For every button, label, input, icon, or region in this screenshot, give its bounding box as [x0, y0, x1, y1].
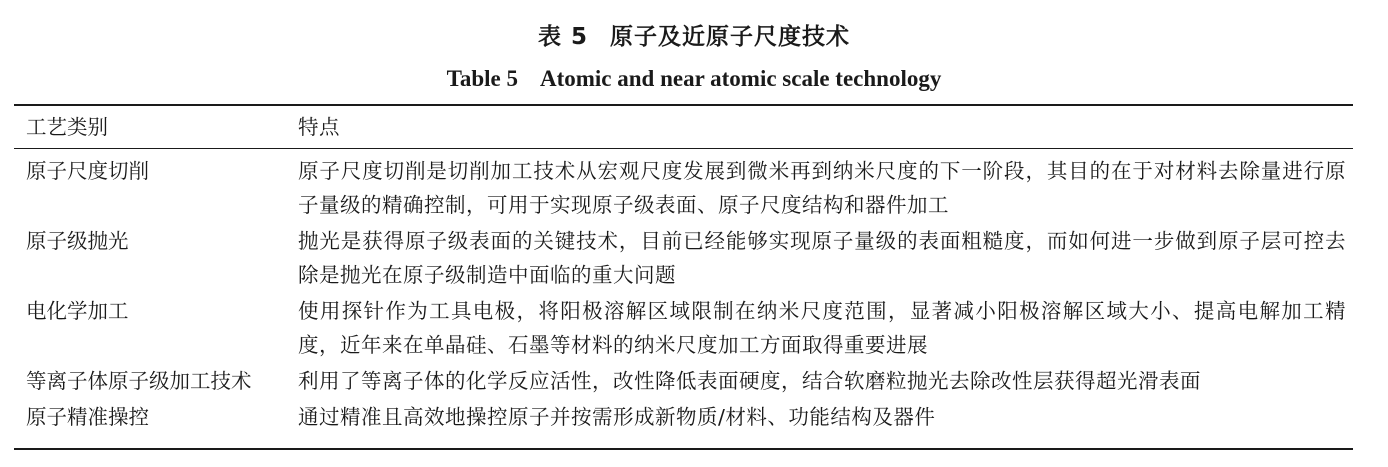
table-row: [14, 364, 1353, 400]
table-row: [14, 154, 1353, 224]
process-type-cell: 电化学加工: [26, 299, 129, 323]
table-row: [14, 224, 1353, 294]
table-bottom-rule: [14, 448, 1353, 450]
features-cell: 通过精准且高效地操控原子并按需形成新物质/材料、功能结构及器件: [298, 405, 936, 429]
process-type-cell: 原子精准操控: [26, 405, 149, 429]
table-title-chinese: 原子及近原子尺度技术: [610, 24, 850, 50]
process-type-cell: 等离子体原子级加工技术: [26, 369, 252, 393]
table-header-row: [14, 106, 1353, 148]
table-caption-english: [0, 62, 1388, 96]
features-cell: 利用了等离子体的化学反应活性，改性降低表面硬度，结合软磨粒抛光去除改性层获得超光滑表面: [298, 369, 1201, 393]
features-cell: 抛光是获得原子级表面的关键技术，目前已经能够实现原子量级的表面粗糙度，而如何进一步做到原子层可控去除是抛光在原子级制造中面临的重大问题: [298, 229, 1346, 287]
process-type-cell: 原子级抛光: [26, 229, 129, 253]
process-type-cell: 原子尺度切削: [26, 159, 149, 183]
features-cell: 原子尺度切削是切削加工技术从宏观尺度发展到微米再到纳米尺度的下一阶段，其目的在于对材料去除量进行原子量级的精确控制，可用于实现原子级表面、原子尺度结构和器件加工: [298, 159, 1346, 217]
table-row: [14, 400, 1353, 436]
table-row: [14, 294, 1353, 364]
header-features: 特点: [298, 115, 340, 139]
table-title-english: Atomic and near atomic scale technology: [539, 66, 942, 91]
features-cell: 使用探针作为工具电极，将阳极溶解区域限制在纳米尺度范围，显著减小阳极溶解区域大小、提高电解加工精度，近年来在单晶硅、石墨等材料的纳米尺度加工方面取得重要进展: [298, 299, 1346, 357]
table-number-english: Table 5: [446, 66, 518, 91]
header-process-type: 工艺类别: [26, 115, 108, 139]
table-caption-chinese: [0, 20, 1388, 54]
technology-table: [14, 106, 1353, 436]
table-number-chinese: 表 5: [537, 24, 588, 50]
